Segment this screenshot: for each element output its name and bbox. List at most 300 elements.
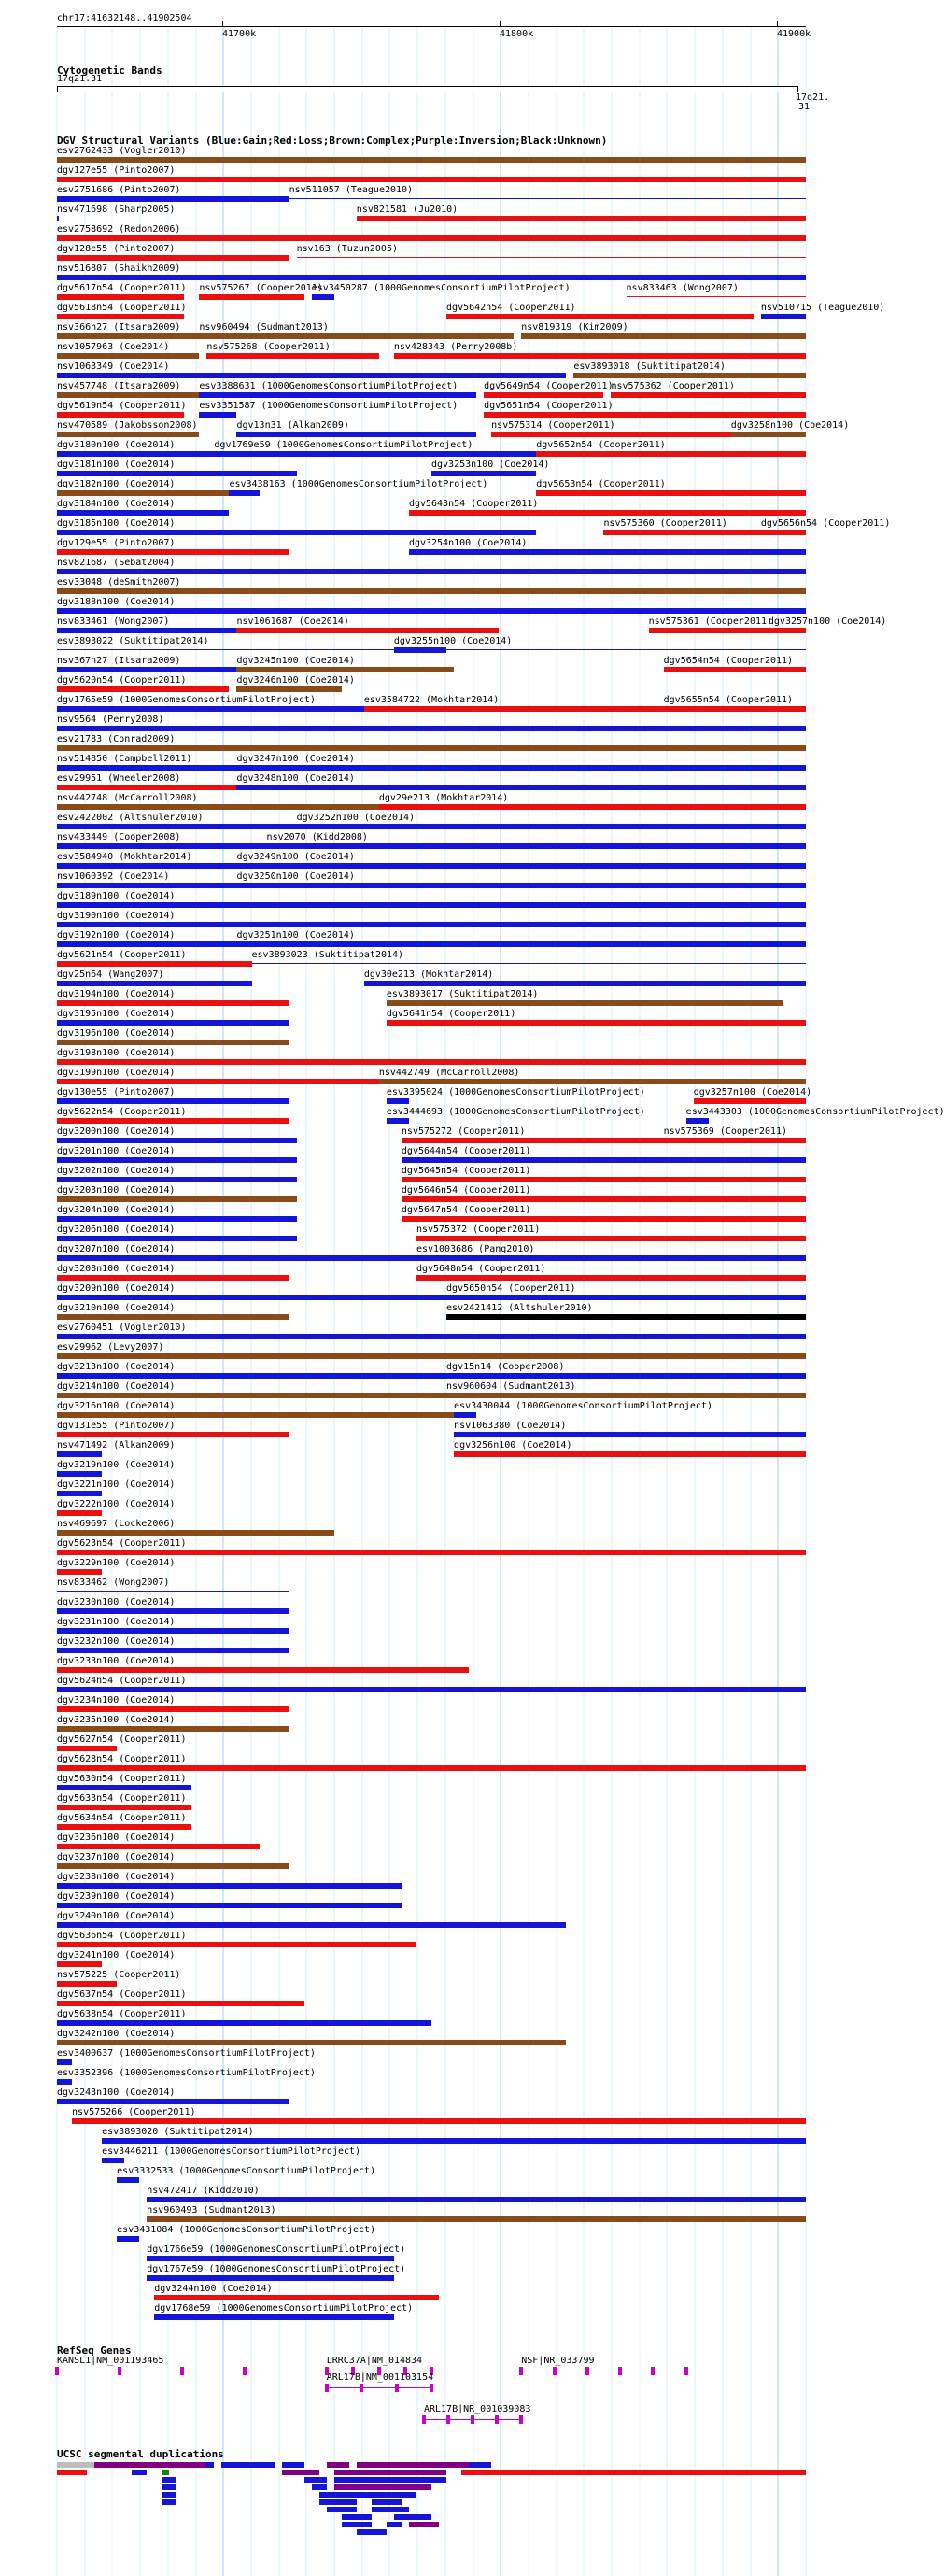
dgv-feature-bar[interactable] — [57, 432, 199, 437]
dgv-feature-label: dgv3249n100 (Coe2014) — [236, 852, 355, 862]
dgv-feature-bar[interactable] — [57, 471, 297, 476]
dgv-feature-bar[interactable] — [446, 1393, 806, 1398]
dgv-feature-bar[interactable] — [57, 608, 806, 614]
dgv-feature-bar[interactable] — [57, 941, 236, 947]
dgv-feature-label: dgv3196n100 (Coe2014) — [57, 1028, 176, 1039]
segdup-block[interactable] — [327, 2507, 357, 2512]
dgv-feature-label: dgv3209n100 (Coe2014) — [57, 1283, 176, 1294]
gene-exon — [180, 2367, 184, 2375]
dgv-feature-bar[interactable] — [57, 1471, 102, 1477]
ruler-label-41700k: 41700k — [222, 29, 257, 39]
dgv-feature-bar[interactable] — [57, 1824, 191, 1830]
segdup-block[interactable] — [162, 2470, 169, 2475]
dgv-feature-bar[interactable] — [236, 432, 476, 437]
dgv-feature-bar[interactable] — [57, 2099, 289, 2104]
dgv-feature-label: dgv3192n100 (Coe2014) — [57, 930, 176, 941]
dgv-feature-bar[interactable] — [731, 432, 806, 437]
dgv-feature-bar[interactable] — [236, 667, 454, 672]
gene-exon — [651, 2367, 655, 2375]
dgv-feature-bar[interactable] — [57, 373, 566, 378]
segdup-block[interactable] — [342, 2522, 372, 2527]
dgv-feature-label: dgv5637n54 (Cooper2011) — [57, 1989, 187, 2000]
segdup-block[interactable] — [334, 2470, 446, 2475]
dgv-feature-bar[interactable] — [57, 510, 229, 516]
dgv-feature-label: dgv5621n54 (Cooper2011) — [57, 950, 187, 960]
segdup-block[interactable] — [387, 2522, 402, 2527]
dgv-feature-label: dgv3243n100 (Coe2014) — [57, 2088, 176, 2098]
segdup-block[interactable] — [461, 2470, 806, 2475]
segdup-block[interactable] — [162, 2477, 176, 2483]
dgv-feature-bar[interactable] — [57, 2079, 72, 2085]
dgv-feature-bar[interactable] — [536, 451, 806, 457]
dgv-feature-bar[interactable] — [57, 961, 252, 967]
dgv-feature-bar[interactable] — [57, 1746, 117, 1751]
dgv-feature-bar[interactable] — [57, 1295, 446, 1300]
dgv-feature-bar[interactable] — [57, 1393, 446, 1398]
dgv-feature-bar[interactable] — [57, 1550, 806, 1555]
cytoband-label-right-2: 31 — [798, 102, 811, 112]
dgv-feature-label: dgv5648n54 (Cooper2011) — [416, 1264, 546, 1274]
dgv-feature-label: esv1003686 (Pang2010) — [416, 1244, 535, 1254]
dgv-feature-label: dgv3239n100 (Coe2014) — [57, 1891, 176, 1902]
gene-exon — [495, 2415, 499, 2424]
dgv-feature-bar[interactable] — [57, 235, 806, 241]
dgv-feature-bar[interactable] — [57, 1844, 260, 1849]
dgv-feature-bar[interactable] — [664, 1138, 806, 1143]
dgv-feature-bar[interactable] — [57, 824, 297, 829]
dgv-feature-label: dgv3180n100 (Coe2014) — [57, 440, 176, 450]
dgv-feature-label: dgv5654n54 (Cooper2011) — [663, 656, 794, 666]
dgv-feature-label: dgv3254n100 (Coe2014) — [408, 538, 528, 548]
segdup-block[interactable] — [132, 2470, 147, 2475]
dgv-feature-bar[interactable] — [57, 1059, 806, 1065]
dgv-feature-bar[interactable] — [57, 2040, 566, 2045]
dgv-feature-bar[interactable] — [454, 1451, 806, 1457]
dgv-feature-bar[interactable] — [446, 1295, 806, 1300]
dgv-feature-bar[interactable] — [387, 1098, 409, 1104]
dgv-feature-label: nsv575314 (Cooper2011) — [491, 420, 615, 431]
dgv-feature-bar[interactable] — [57, 706, 364, 712]
dgv-feature-bar[interactable] — [57, 883, 236, 888]
dgv-feature-bar[interactable] — [236, 765, 806, 771]
dgv-feature-bar[interactable] — [57, 922, 806, 927]
dgv-feature-bar[interactable] — [57, 1942, 416, 1947]
dgv-feature-label: dgv3238n100 (Coe2014) — [57, 1872, 176, 1882]
dgv-feature-bar[interactable] — [199, 294, 303, 300]
dgv-feature-bar[interactable] — [446, 1314, 806, 1320]
dgv-feature-bar[interactable] — [402, 1157, 806, 1163]
dgv-feature-bar[interactable] — [387, 1000, 783, 1006]
dgv-feature-bar[interactable] — [57, 1922, 566, 1928]
dgv-feature-bar[interactable] — [454, 1432, 806, 1437]
dgv-feature-bar[interactable] — [57, 1785, 191, 1790]
dgv-feature-bar[interactable] — [761, 530, 806, 535]
dgv-feature-bar[interactable] — [57, 1216, 297, 1222]
dgv-feature-bar[interactable] — [57, 1412, 469, 1418]
dgv-feature-bar[interactable] — [57, 1432, 289, 1437]
dgv-feature-label: esv2751686 (Pinto2007) — [57, 185, 181, 195]
cytoband-bar[interactable] — [57, 86, 798, 92]
dgv-feature-label: nsv1063349 (Coe2014) — [57, 361, 170, 372]
dgv-feature-bar[interactable] — [57, 1079, 379, 1084]
dgv-feature-bar[interactable] — [686, 1118, 709, 1124]
dgv-feature-bar[interactable] — [57, 275, 806, 280]
dgv-feature-bar[interactable] — [57, 1608, 289, 1614]
dgv-feature-bar[interactable] — [387, 1118, 409, 1124]
dgv-feature-bar[interactable] — [603, 530, 760, 535]
dgv-feature-bar[interactable] — [446, 314, 754, 319]
dgv-feature-bar[interactable] — [761, 314, 806, 319]
dgv-feature-bar[interactable] — [57, 1706, 289, 1712]
dgv-feature-bar[interactable] — [154, 2295, 439, 2300]
dgv-feature-bar[interactable] — [57, 216, 59, 221]
dgv-feature-bar[interactable] — [57, 1667, 469, 1673]
dgv-feature-bar[interactable] — [57, 1138, 297, 1143]
dgv-feature-label: dgv13n31 (Alkan2009) — [236, 420, 349, 431]
dgv-feature-label: dgv5627n54 (Cooper2011) — [57, 1734, 187, 1745]
segdup-block[interactable] — [327, 2462, 349, 2468]
dgv-feature-bar[interactable] — [57, 1981, 117, 1987]
dgv-feature-label: dgv3242n100 (Coe2014) — [57, 2029, 176, 2039]
dgv-feature-label: nsv833461 (Wong2007) — [57, 616, 170, 627]
segdup-block[interactable] — [162, 2484, 176, 2490]
segdup-block[interactable] — [342, 2514, 372, 2520]
dgv-feature-bar[interactable] — [57, 1510, 102, 1516]
dgv-feature-bar[interactable] — [57, 1236, 297, 1241]
dgv-feature-label: dgv3236n100 (Coe2014) — [57, 1833, 176, 1843]
dgv-feature-bar[interactable] — [117, 2236, 139, 2242]
dgv-feature-bar[interactable] — [491, 432, 731, 437]
dgv-feature-label: nsv575369 (Cooper2011) — [663, 1126, 788, 1137]
dgv-feature-bar[interactable] — [57, 1314, 289, 1320]
dgv-feature-label: dgv131e55 (Pinto2007) — [57, 1421, 176, 1431]
dgv-feature-bar[interactable] — [57, 333, 199, 339]
cytoband-label: 17q21.31 — [57, 74, 103, 84]
dgv-feature-bar[interactable] — [416, 1236, 806, 1241]
dgv-feature-label: esv3395024 (1000GenomesConsortiumPilotProject) — [386, 1087, 645, 1097]
dgv-feature-bar[interactable] — [57, 530, 536, 535]
dgv-feature-bar[interactable] — [57, 1961, 102, 1967]
dgv-feature-bar[interactable] — [236, 686, 341, 692]
dgv-feature-bar[interactable] — [57, 1118, 289, 1124]
gene-label: NSF|NR_033799 — [521, 2356, 595, 2366]
dgv-feature-bar[interactable] — [252, 963, 806, 964]
segdup-block[interactable] — [206, 2462, 214, 2468]
segdup-block[interactable] — [57, 2462, 94, 2468]
dgv-feature-bar[interactable] — [312, 294, 334, 300]
gene-label: KANSL1|NM_001193465 — [57, 2356, 164, 2366]
dgv-feature-label: dgv3208n100 (Coe2014) — [57, 1264, 176, 1274]
dgv-feature-bar[interactable] — [57, 1353, 806, 1359]
dgv-feature-bar[interactable] — [454, 1412, 476, 1418]
dgv-feature-bar[interactable] — [649, 628, 769, 633]
dgv-feature-bar[interactable] — [57, 1098, 289, 1104]
dgv-feature-bar[interactable] — [611, 392, 806, 398]
dgv-feature-label: nsv575372 (Cooper2011) — [416, 1224, 541, 1235]
dgv-feature-bar[interactable] — [236, 941, 806, 947]
dgv-feature-label: dgv3216n100 (Coe2014) — [57, 1401, 176, 1411]
dgv-feature-bar[interactable] — [57, 1805, 191, 1810]
segdup-block[interactable] — [334, 2484, 431, 2490]
segdup-block[interactable] — [409, 2522, 439, 2527]
dgv-feature-label: dgv5633n54 (Cooper2011) — [57, 1793, 187, 1804]
dgv-feature-bar[interactable] — [484, 412, 806, 418]
segdup-block[interactable] — [282, 2462, 304, 2468]
dgv-feature-bar[interactable] — [57, 1177, 297, 1182]
dgv-feature-bar[interactable] — [402, 1216, 806, 1222]
dgv-feature-bar[interactable] — [57, 863, 236, 869]
dgv-feature-bar[interactable] — [409, 510, 806, 516]
dgv-feature-label: nsv514850 (Campbell2011) — [57, 754, 192, 764]
dgv-feature-bar[interactable] — [521, 333, 806, 339]
dgv-feature-bar[interactable] — [57, 1255, 469, 1261]
dgv-feature-bar[interactable] — [297, 824, 806, 829]
dgv-feature-bar[interactable] — [57, 667, 236, 672]
dgv-feature-bar[interactable] — [402, 1138, 664, 1143]
dgv-feature-label: nsv1057963 (Coe2014) — [57, 342, 170, 352]
dgv-feature-bar[interactable] — [57, 902, 806, 908]
dgv-feature-bar[interactable] — [57, 628, 236, 633]
dgv-feature-bar[interactable] — [57, 1765, 806, 1771]
dgv-feature-bar[interactable] — [236, 785, 806, 790]
gene-exon — [430, 2384, 433, 2392]
dgv-feature-bar[interactable] — [409, 549, 806, 555]
dgv-feature-label: dgv3184n100 (Coe2014) — [57, 499, 176, 509]
dgv-feature-bar[interactable] — [664, 706, 806, 712]
segdup-block[interactable] — [394, 2514, 431, 2520]
dgv-feature-bar[interactable] — [147, 2275, 394, 2281]
dgv-feature-label: esv3431084 (1000GenomesConsortiumPilotProject) — [117, 2225, 376, 2235]
segdup-block[interactable] — [469, 2462, 491, 2468]
gene-exon — [243, 2367, 247, 2375]
dgv-feature-label: dgv3255n100 (Coe2014) — [393, 636, 513, 646]
gene-exon — [585, 2367, 589, 2375]
dgv-feature-bar[interactable] — [57, 745, 806, 751]
dgv-feature-bar[interactable] — [57, 412, 184, 418]
segdup-block[interactable] — [312, 2484, 327, 2490]
segdup-block[interactable] — [57, 2470, 87, 2475]
gene-exon — [519, 2415, 523, 2424]
dgv-feature-bar[interactable] — [57, 1334, 806, 1339]
dgv-feature-label: dgv3248n100 (Coe2014) — [236, 773, 355, 784]
dgv-feature-bar[interactable] — [627, 296, 806, 297]
dgv-feature-bar[interactable] — [199, 412, 236, 418]
segdup-block[interactable] — [162, 2499, 176, 2505]
dgv-feature-bar[interactable] — [57, 1530, 334, 1536]
dgv-feature-bar[interactable] — [57, 451, 214, 457]
dgv-feature-bar[interactable] — [57, 1157, 297, 1163]
dgv-feature-label: dgv3234n100 (Coe2014) — [57, 1695, 176, 1706]
dgv-feature-label: dgv5634n54 (Cooper2011) — [57, 1813, 187, 1823]
dgv-feature-bar[interactable] — [57, 1883, 402, 1889]
dgv-feature-bar[interactable] — [154, 2314, 394, 2320]
dgv-feature-bar[interactable] — [57, 196, 289, 202]
dgv-feature-bar[interactable] — [416, 1275, 806, 1281]
dgv-feature-label: esv3352396 (1000GenomesConsortiumPilotProject) — [57, 2068, 316, 2078]
dgv-feature-label: dgv5644n54 (Cooper2011) — [401, 1146, 531, 1156]
dgv-feature-bar[interactable] — [267, 843, 806, 849]
dgv-feature-bar[interactable] — [57, 1648, 289, 1653]
dgv-feature-label: dgv127e55 (Pinto2007) — [57, 165, 176, 176]
dgv-feature-bar[interactable] — [394, 353, 806, 359]
dgv-feature-bar[interactable] — [57, 1000, 289, 1006]
gene-label: ARL17B|NM_001103154 — [326, 2372, 434, 2383]
dgv-feature-bar[interactable] — [57, 569, 806, 574]
dgv-feature-bar[interactable] — [57, 1903, 402, 1908]
segdup-block[interactable] — [94, 2462, 206, 2468]
dgv-feature-bar[interactable] — [289, 198, 806, 199]
dgv-feature-bar[interactable] — [57, 1040, 289, 1045]
dgv-feature-bar[interactable] — [379, 804, 806, 810]
dgv-feature-bar[interactable] — [357, 216, 806, 221]
dgv-feature-bar[interactable] — [57, 1726, 289, 1732]
dgv-feature-label: dgv5642n54 (Cooper2011) — [446, 303, 576, 313]
segdup-track-title: UCSC segmental duplications — [57, 2448, 224, 2460]
dgv-feature-label: dgv5628n54 (Cooper2011) — [57, 1754, 187, 1764]
dgv-feature-bar[interactable] — [57, 294, 184, 300]
segdup-block[interactable] — [162, 2492, 176, 2498]
dgv-feature-label: dgv3181n100 (Coe2014) — [57, 460, 176, 470]
dgv-feature-bar[interactable] — [57, 1687, 806, 1692]
dgv-feature-bar[interactable] — [446, 1373, 806, 1379]
dgv-feature-label: dgv3231n100 (Coe2014) — [57, 1617, 176, 1627]
dgv-feature-bar[interactable] — [57, 765, 236, 771]
dgv-feature-bar[interactable] — [387, 1020, 806, 1026]
dgv-feature-bar[interactable] — [229, 490, 259, 496]
dgv-feature-bar[interactable] — [57, 804, 379, 810]
gene-exon — [471, 2415, 474, 2424]
segdup-block[interactable] — [221, 2462, 274, 2468]
segdup-block[interactable] — [334, 2477, 446, 2483]
dgv-feature-bar[interactable] — [57, 588, 806, 594]
dgv-feature-bar[interactable] — [147, 2216, 806, 2222]
dgv-feature-label: dgv3198n100 (Coe2014) — [57, 1048, 176, 1058]
dgv-feature-bar[interactable] — [57, 1196, 297, 1202]
dgv-feature-label: esv3443303 (1000GenomesConsortiumPilotProject) — [685, 1107, 945, 1117]
dgv-feature-label: nsv511057 (Teague2010) — [289, 185, 414, 195]
segdup-block[interactable] — [319, 2492, 334, 2498]
dgv-feature-bar[interactable] — [236, 628, 499, 633]
dgv-feature-label: nsv470589 (Jakobsson2008) — [57, 420, 198, 431]
dgv-feature-bar[interactable] — [57, 157, 806, 163]
dgv-feature-bar[interactable] — [694, 1098, 806, 1104]
dgv-feature-bar[interactable] — [57, 549, 289, 555]
dgv-feature-bar[interactable] — [57, 843, 267, 849]
dgv-feature-bar[interactable] — [57, 255, 289, 261]
dgv-feature-bar[interactable] — [664, 667, 806, 672]
dgv-feature-bar[interactable] — [57, 490, 229, 496]
dgv-feature-bar[interactable] — [57, 353, 199, 359]
dgv-feature-bar[interactable] — [57, 1628, 289, 1634]
dgv-feature-bar[interactable] — [199, 333, 514, 339]
dgv-feature-label: dgv3207n100 (Coe2014) — [57, 1244, 176, 1254]
dgv-feature-bar[interactable] — [402, 1196, 806, 1202]
dgv-feature-bar[interactable] — [769, 628, 806, 633]
dgv-feature-bar[interactable] — [57, 314, 184, 319]
dgv-feature-bar[interactable] — [536, 490, 806, 496]
dgv-feature-bar[interactable] — [57, 1569, 102, 1575]
dgv-feature-bar[interactable] — [57, 1591, 289, 1592]
dgv-feature-bar[interactable] — [72, 2118, 806, 2124]
gene-intron-line[interactable] — [327, 2387, 431, 2388]
dgv-feature-bar[interactable] — [364, 706, 664, 712]
dgv-feature-bar[interactable] — [416, 1255, 806, 1261]
dgv-feature-label: dgv130e55 (Pinto2007) — [57, 1087, 176, 1097]
segdup-block[interactable] — [357, 2462, 469, 2468]
dgv-feature-label: dgv5618n54 (Cooper2011) — [57, 303, 187, 313]
dgv-feature-bar[interactable] — [236, 863, 806, 869]
dgv-feature-bar[interactable] — [484, 392, 603, 398]
dgv-feature-label: nsv428343 (Perry2008b) — [393, 342, 518, 352]
dgv-feature-bar[interactable] — [573, 373, 806, 378]
dgv-feature-bar[interactable] — [102, 2138, 806, 2144]
dgv-feature-bar[interactable] — [57, 2001, 304, 2006]
dgv-feature-bar[interactable] — [147, 2256, 394, 2261]
dgv-feature-bar[interactable] — [57, 2059, 72, 2065]
dgv-feature-label: nsv9564 (Perry2008) — [57, 715, 164, 725]
ruler-label-41800k: 41800k — [500, 29, 534, 39]
dgv-feature-label: dgv5649n54 (Cooper2011) — [484, 381, 614, 391]
ruler-tick — [777, 21, 778, 27]
dgv-feature-bar[interactable] — [364, 981, 806, 986]
dgv-feature-bar[interactable] — [57, 1863, 289, 1869]
segdup-block[interactable] — [282, 2470, 319, 2475]
dgv-feature-bar[interactable] — [57, 1275, 289, 1281]
dgv-feature-bar[interactable] — [147, 2197, 806, 2202]
dgv-feature-bar[interactable] — [102, 2158, 124, 2163]
dgv-feature-bar[interactable] — [57, 1451, 102, 1457]
segdup-block[interactable] — [357, 2529, 387, 2535]
dgv-feature-bar[interactable] — [117, 2177, 139, 2183]
dgv-feature-label: dgv5643n54 (Cooper2011) — [408, 499, 539, 509]
gene-exon — [395, 2384, 399, 2392]
gene-exon — [684, 2367, 688, 2375]
dgv-feature-label: nsv471492 (Alkan2009) — [57, 1440, 176, 1451]
dgv-feature-bar[interactable] — [57, 177, 806, 182]
gene-exon — [55, 2367, 59, 2375]
dgv-feature-label: dgv5651n54 (Cooper2011) — [484, 401, 614, 411]
dgv-feature-bar[interactable] — [214, 451, 536, 457]
dgv-feature-bar[interactable] — [57, 686, 229, 692]
dgv-feature-bar[interactable] — [199, 392, 476, 398]
dgv-feature-bar[interactable] — [57, 1491, 102, 1496]
segdup-block[interactable] — [319, 2499, 357, 2505]
dgv-feature-bar[interactable] — [297, 257, 806, 258]
dgv-feature-bar[interactable] — [57, 726, 806, 731]
segdup-block[interactable] — [372, 2499, 402, 2505]
dgv-feature-bar[interactable] — [236, 883, 806, 888]
dgv-feature-bar[interactable] — [206, 353, 378, 359]
gene-exon — [118, 2367, 121, 2375]
dgv-feature-label: esv3332533 (1000GenomesConsortiumPilotProject) — [117, 2166, 376, 2176]
dgv-feature-bar[interactable] — [402, 1177, 806, 1182]
dgv-feature-bar[interactable] — [57, 2020, 431, 2026]
dgv-feature-bar[interactable] — [57, 392, 199, 398]
dgv-feature-label: dgv3246n100 (Coe2014) — [236, 675, 355, 686]
segdup-block[interactable] — [334, 2492, 416, 2498]
dgv-feature-bar[interactable] — [57, 1373, 446, 1379]
dgv-feature-label: esv2422002 (Altshuler2010) — [57, 813, 204, 823]
segdup-block[interactable] — [304, 2477, 327, 2483]
segdup-block[interactable] — [372, 2507, 409, 2512]
dgv-feature-bar[interactable] — [394, 647, 446, 653]
dgv-feature-bar[interactable] — [57, 785, 236, 790]
dgv-feature-label: dgv3237n100 (Coe2014) — [57, 1852, 176, 1862]
dgv-feature-bar[interactable] — [379, 1079, 806, 1084]
dgv-feature-bar[interactable] — [431, 471, 536, 476]
dgv-feature-bar[interactable] — [57, 1020, 289, 1026]
dgv-feature-bar[interactable] — [57, 981, 252, 986]
